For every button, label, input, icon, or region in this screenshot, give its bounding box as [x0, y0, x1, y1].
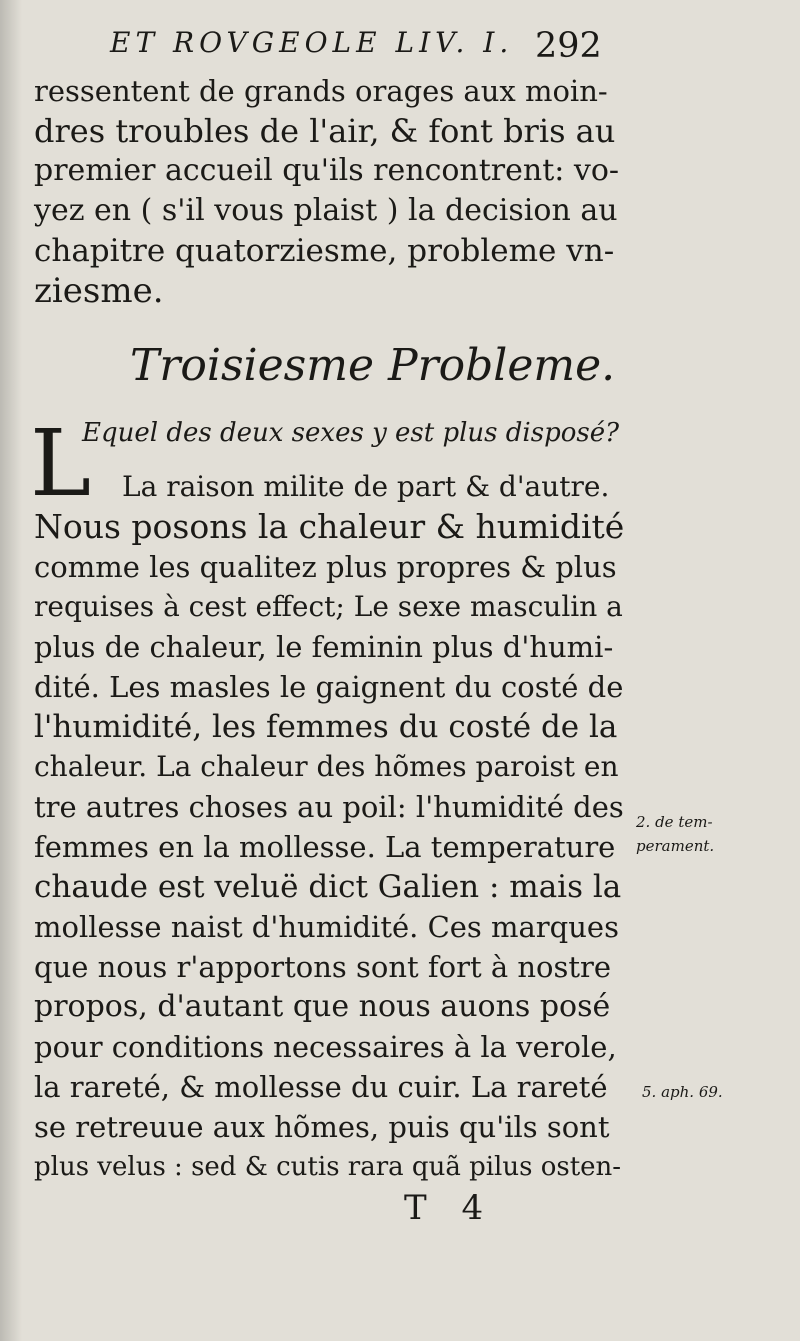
signature-mark: T 4 — [404, 1188, 496, 1228]
text-line: La raison milite de part & d'autre. — [122, 470, 610, 503]
text-line: requises à cest effect; Le sexe masculin a — [34, 590, 623, 623]
text-line: pour conditions necessaires à la verole, — [34, 1030, 617, 1064]
question-line: Equel des deux sexes y est plus disposé? — [82, 418, 620, 448]
text-line: se retreuue aux hõmes, puis qu'ils sont — [34, 1110, 610, 1144]
section-heading: Troisiesme Probleme. — [130, 340, 616, 391]
text-line: propos, d'autant que nous auons posé — [34, 989, 611, 1024]
text-line: plus de chaleur, le feminin plus d'humi- — [34, 630, 614, 664]
text-line: chapitre quatorziesme, probleme vn- — [34, 233, 615, 269]
text-line: ressentent de grands orages aux moin- — [34, 74, 608, 108]
text-line: premier accueil qu'ils rencontrent: vo- — [34, 153, 620, 188]
page-number: 292 — [535, 26, 602, 66]
margin-note: 5. aph. 69. — [642, 1083, 723, 1101]
text-line: la rareté, & mollesse du cuir. La rareté — [34, 1070, 608, 1104]
text-line: ziesme. — [34, 271, 164, 311]
text-line: l'humidité, les femmes du costé de la — [34, 709, 618, 745]
text-line: Nous posons la chaleur & humidité — [34, 507, 625, 546]
text-line: dité. Les masles le gaignent du costé de — [34, 670, 624, 704]
text-line: plus velus : sed & cutis rara quã pilus osten- — [34, 1152, 622, 1182]
text-line: femmes en la mollesse. La temperature — [34, 830, 616, 864]
text-line: tre autres choses au poil: l'humidité des — [34, 790, 624, 824]
drop-cap-initial: L — [30, 410, 92, 517]
text-line: mollesse naist d'humidité. Ces marques — [34, 910, 619, 944]
text-line: chaude est veluë dict Galien : mais la — [34, 869, 622, 905]
text-line: comme les qualitez plus propres & plus — [34, 550, 617, 584]
text-line: dres troubles de l'air, & font bris au — [34, 112, 616, 150]
margin-note: perament. — [636, 837, 715, 855]
margin-note: 2. de tem- — [636, 813, 713, 831]
text-line: que nous r'apportons sont fort à nostre — [34, 950, 612, 984]
text-line: yez en ( s'il vous plaist ) la decision au — [34, 193, 618, 228]
text-line: chaleur. La chaleur des hõmes paroist en — [34, 750, 619, 783]
running-title: ET ROVGEOLE LIV. I. — [110, 26, 514, 59]
